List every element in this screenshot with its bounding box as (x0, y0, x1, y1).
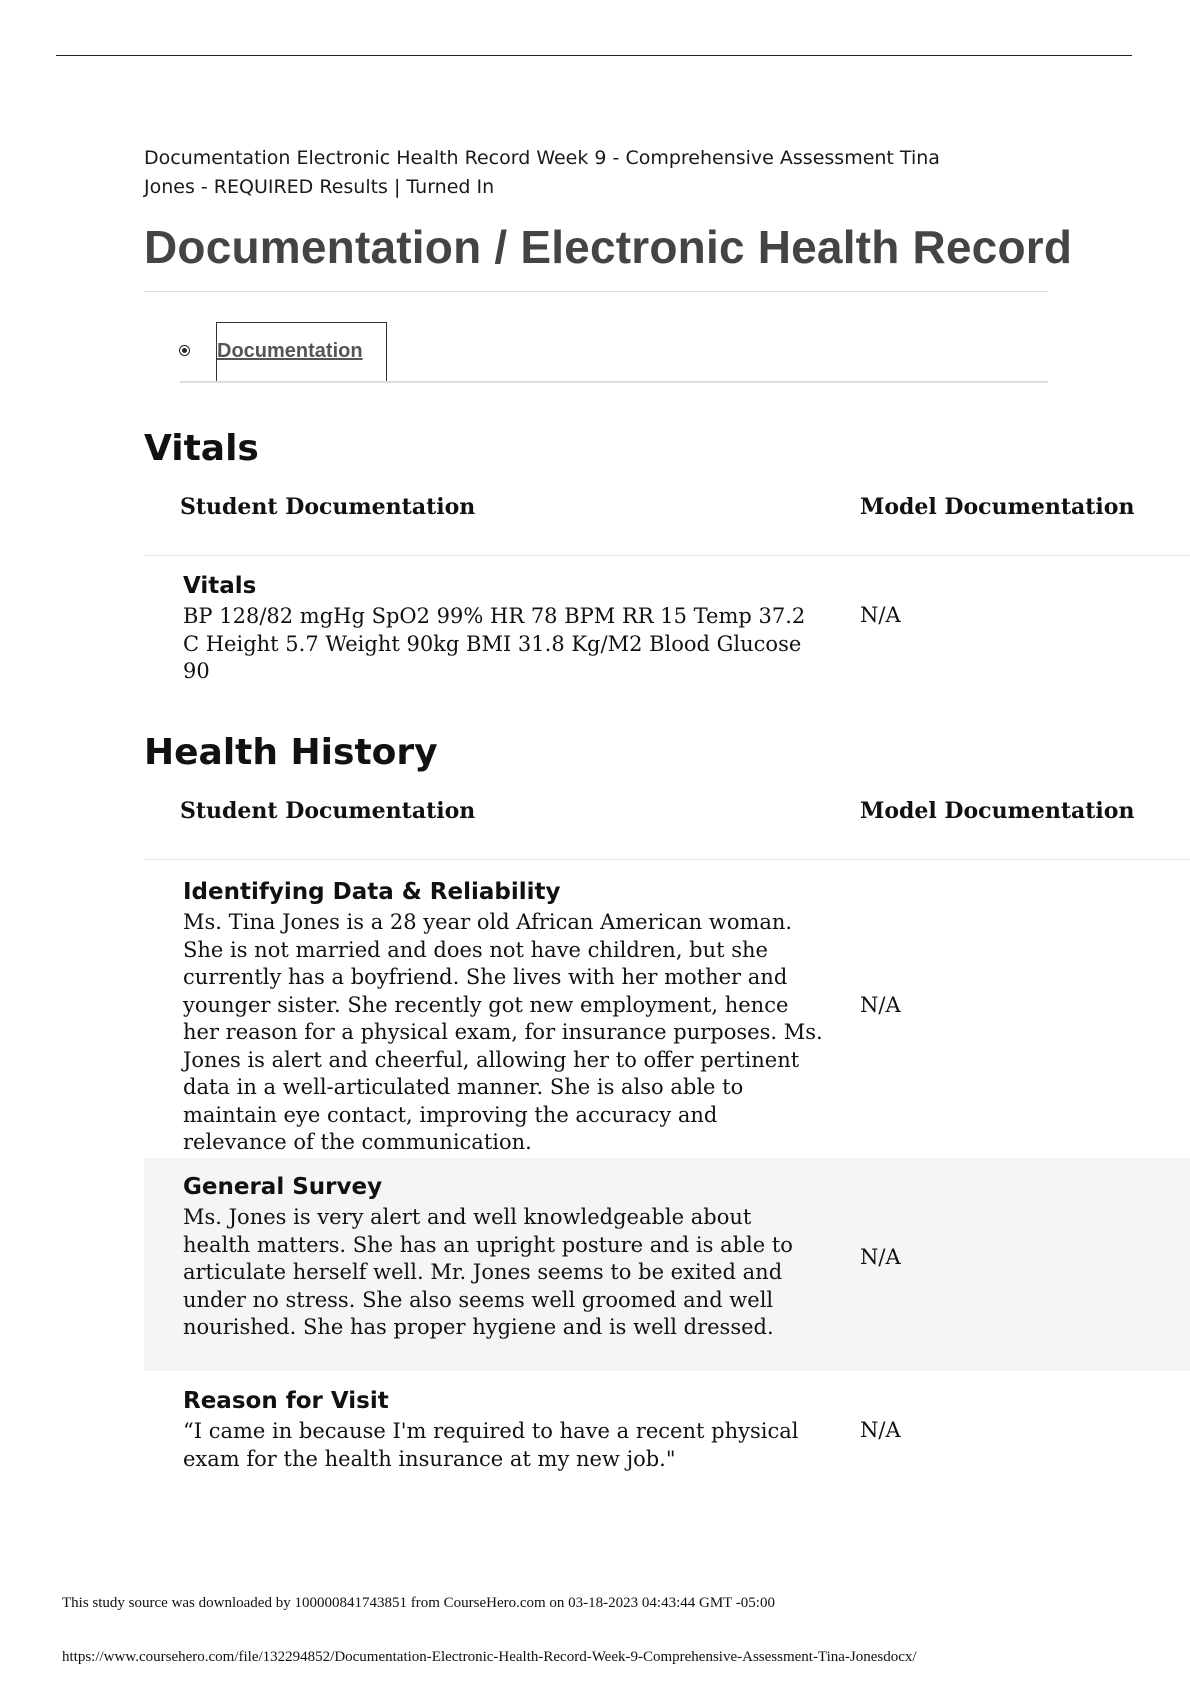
tab-bar-divider (180, 381, 1048, 383)
section-title-health-history: Health History (144, 732, 438, 773)
header-divider (144, 859, 1190, 860)
row-title: Identifying Data & Reliability (183, 879, 561, 905)
breadcrumb: Documentation Electronic Health Record Week 9 - Comprehensive Assessment Tina Jones - REQUIRED Results | Turned In (144, 147, 940, 198)
footer-url[interactable]: https://www.coursehero.com/file/132294852/Documentation-Electronic-Health-Record-Week-9-Comprehensive-Assessment-Tina-Jonesdocx/ (62, 1649, 917, 1665)
section-title-vitals: Vitals (144, 428, 259, 469)
row-student-text: “I came in because I'm required to have a recent physical exam for the health insurance at my new job." (183, 1419, 799, 1471)
row-title: Vitals (183, 573, 257, 599)
row-model-text: N/A (860, 1245, 901, 1269)
page-title: Documentation / Electronic Health Record (144, 221, 1073, 273)
column-header-student: Student Documentation (180, 494, 476, 520)
tab-documentation[interactable] (216, 322, 387, 383)
row-title: General Survey (183, 1174, 383, 1200)
row-title: Reason for Visit (183, 1388, 389, 1414)
footer-source-note: This study source was downloaded by 100000841743851 from CourseHero.com on 03-18-2023 04:43:44 GMT -05:00 (62, 1595, 775, 1611)
row-model-text: N/A (860, 603, 901, 627)
table-row-vitals (144, 557, 1190, 683)
tab-documentation-label[interactable]: Documentation (217, 340, 363, 362)
bullet-icon (180, 346, 189, 355)
table-row-reason-for-visit (144, 1371, 1190, 1501)
title-divider (144, 291, 1048, 292)
row-model-text: N/A (860, 993, 901, 1017)
table-row-general-survey (144, 1158, 1190, 1371)
column-header-student: Student Documentation (180, 798, 476, 824)
row-student-text: Ms. Jones is very alert and well knowledgeable about health matters. She has an upright posture and is able to articulate herself well. Mr. Jones seems to be exited and under no stress. She also seems well groomed and well nourished. She has proper hygiene and is well dressed. (183, 1205, 793, 1339)
column-header-model: Model Documentation (860, 798, 1135, 824)
row-student-text: BP 128/82 mgHg SpO2 99% HR 78 BPM RR 15 Temp 37.2 C Height 5.7 Weight 90kg BMI 31.8 Kg/M2 Blood Glucose 90 (183, 604, 806, 683)
header-divider (144, 555, 1190, 556)
row-student-text: Ms. Tina Jones is a 28 year old African American woman. She is not married and does not have children, but she currently has a boyfriend. She lives with her mother and younger sister. She recently got new employment, hence her reason for a physical exam, for insurance purposes. Ms. Jones is alert and cheerful, allowing her to offer pertinent data in a well-articulated manner. She is also able to maintain eye contact, improving the accuracy and relevance of the communication. (183, 910, 823, 1154)
top-rule (56, 55, 1132, 56)
table-row-identifying-data (144, 861, 1190, 1158)
row-model-text: N/A (860, 1418, 901, 1442)
column-header-model: Model Documentation (860, 494, 1135, 520)
